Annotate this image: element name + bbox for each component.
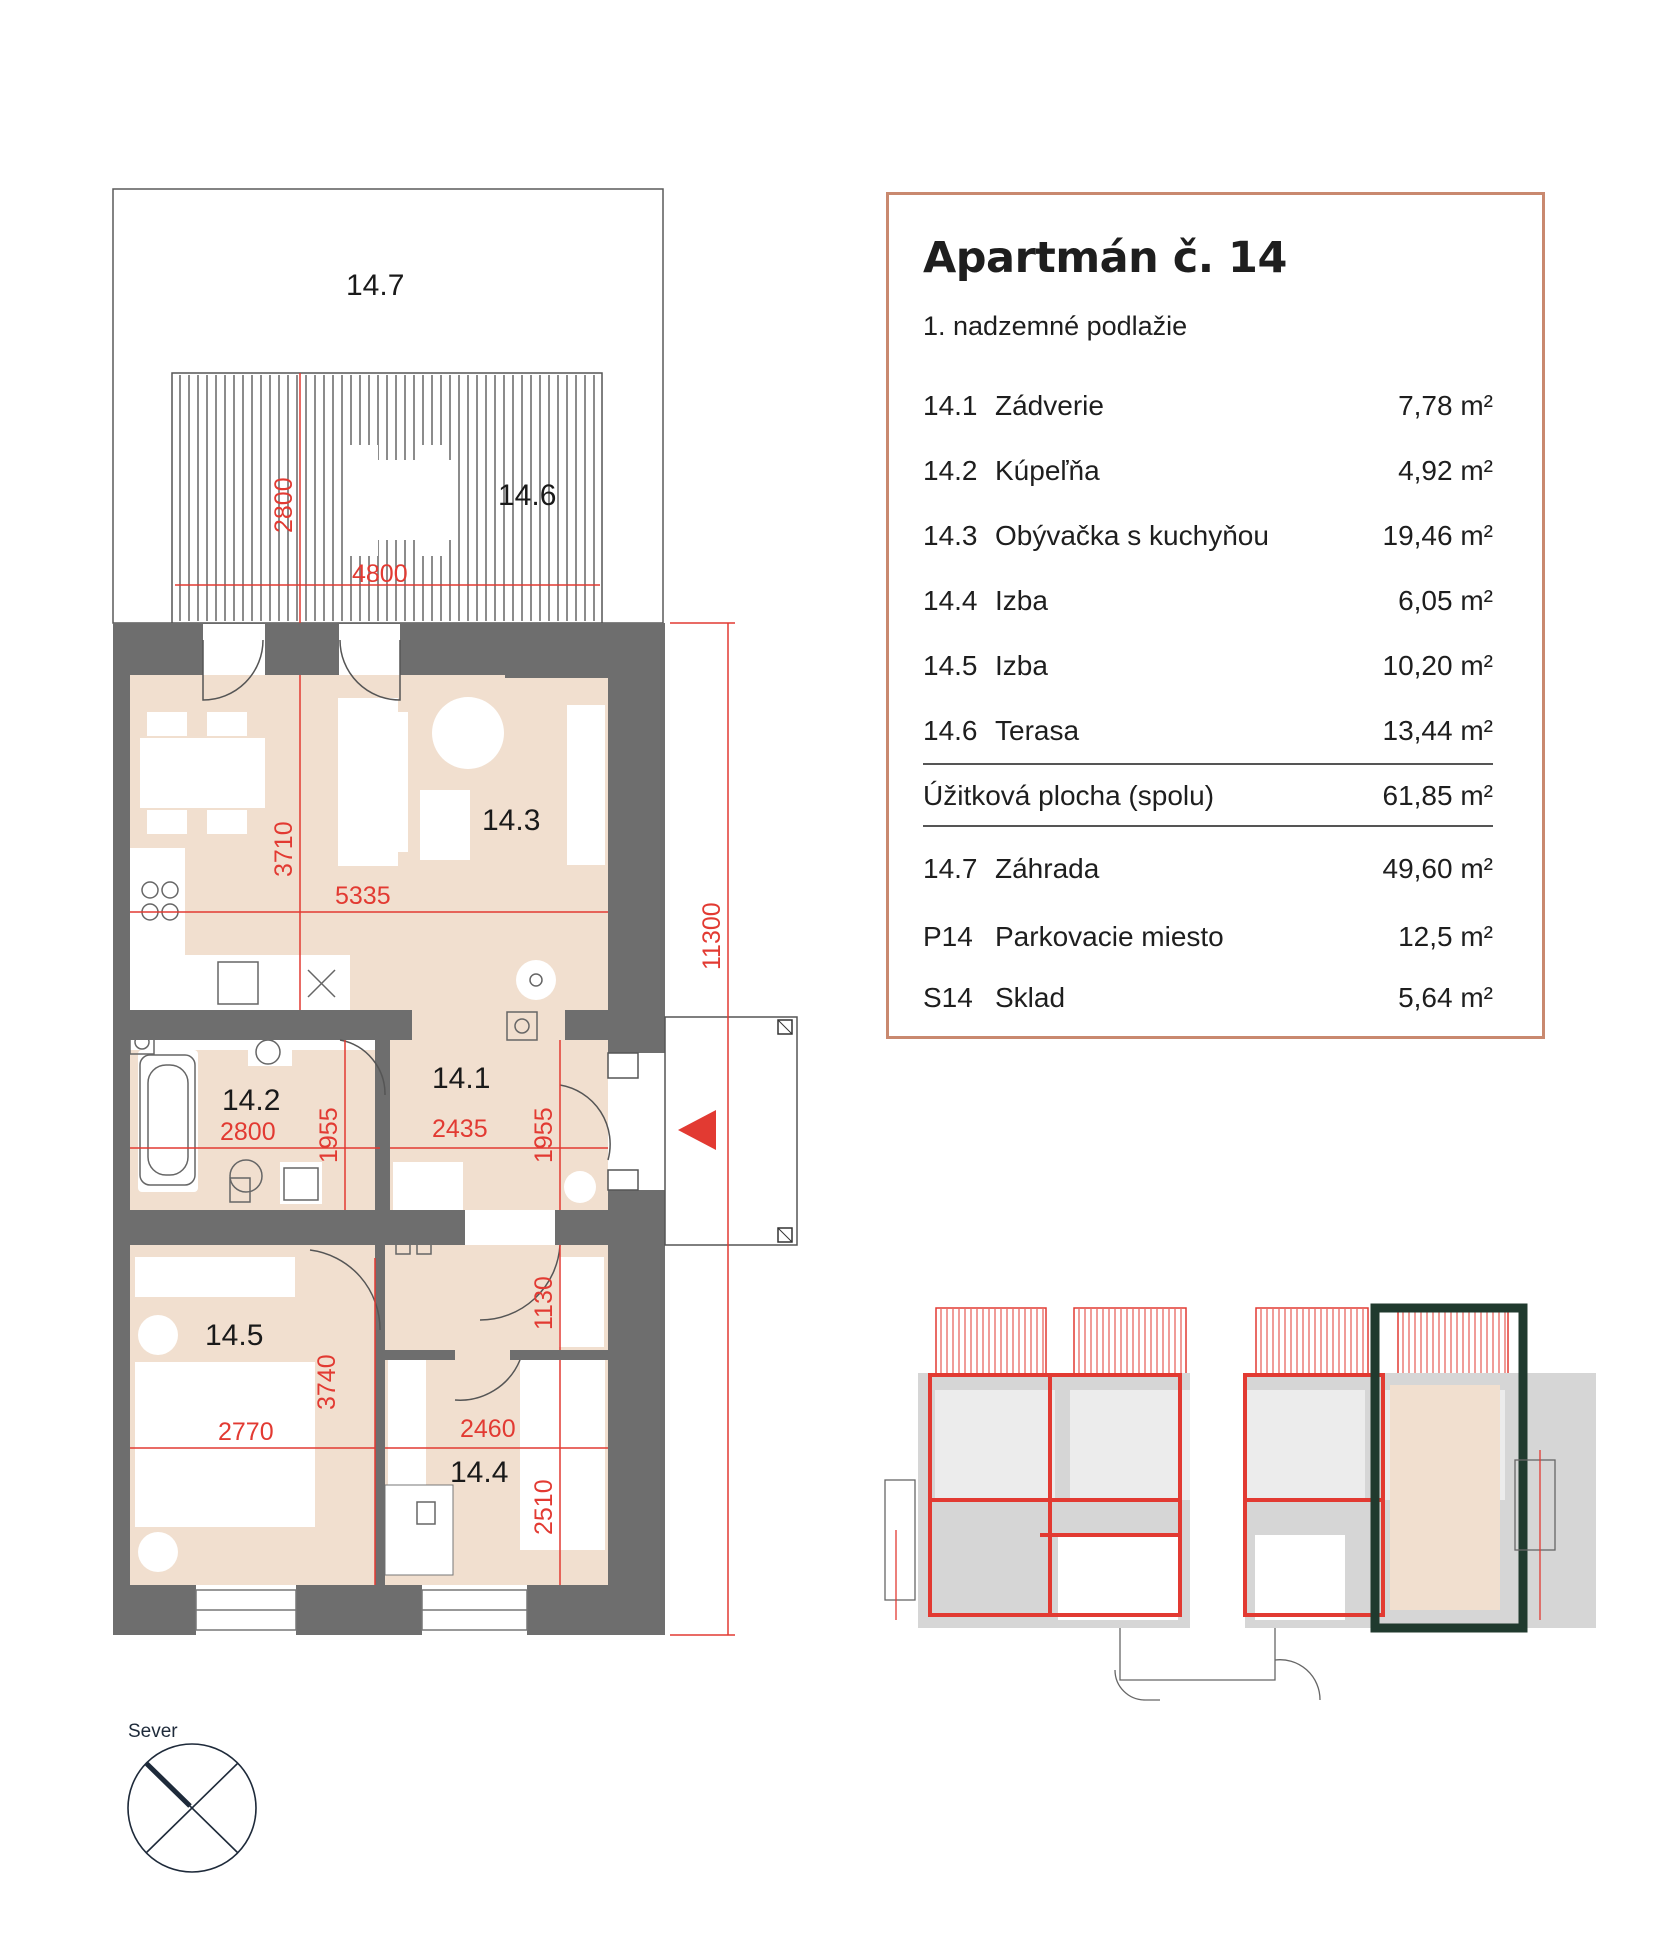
dim-room144-width: 2460 bbox=[460, 1415, 516, 1443]
room-label-14-1: 14.1 bbox=[432, 1062, 491, 1095]
room-code: 14.6 bbox=[923, 715, 978, 746]
dim-living-width: 5335 bbox=[335, 882, 391, 910]
total-area: 61,85 m² bbox=[1382, 780, 1493, 811]
room-row-14-5 bbox=[923, 650, 1493, 690]
room-name: Obývačka s kuchyňou bbox=[995, 520, 1269, 551]
extra-area: 49,60 m² bbox=[1382, 853, 1493, 884]
room-label-14-4: 14.4 bbox=[450, 1456, 509, 1489]
room-code: 14.1 bbox=[923, 390, 978, 421]
room-code: 14.3 bbox=[923, 520, 978, 551]
apartment-title: Apartmán č. 14 bbox=[923, 233, 1287, 283]
extra-name: Záhrada bbox=[995, 853, 1100, 884]
room-name: Izba bbox=[995, 585, 1048, 616]
room-row-14-6 bbox=[923, 715, 1493, 755]
room-code: 14.2 bbox=[923, 455, 978, 486]
dim-room145-depth: 3740 bbox=[313, 1354, 341, 1410]
room-area: 10,20 m² bbox=[1382, 650, 1493, 681]
room-name: Kúpeľňa bbox=[995, 455, 1100, 486]
extra-area: 5,64 m² bbox=[1398, 982, 1493, 1013]
total-row bbox=[923, 780, 1493, 820]
dim-room144-depth: 2510 bbox=[530, 1479, 558, 1535]
room-label-14-6: 14.6 bbox=[498, 479, 557, 512]
entrance-arrow-icon bbox=[678, 1110, 716, 1150]
dim-room145-width: 2770 bbox=[218, 1418, 274, 1446]
room-name: Terasa bbox=[995, 715, 1080, 746]
dim-total-depth: 11300 bbox=[698, 902, 726, 970]
floor-label: 1. nadzemné podlažie bbox=[923, 311, 1188, 341]
extra-name: Parkovacie miesto bbox=[995, 921, 1224, 952]
room-code: 14.4 bbox=[923, 585, 978, 616]
dim-hall-width: 2435 bbox=[432, 1115, 488, 1143]
dim-bath-depth: 1955 bbox=[315, 1107, 343, 1163]
room-label-14-3: 14.3 bbox=[482, 804, 541, 837]
room-area: 4,92 m² bbox=[1398, 455, 1493, 486]
divider bbox=[923, 763, 1493, 765]
dim-corridor-depth: 1130 bbox=[530, 1276, 558, 1330]
extra-name: Sklad bbox=[995, 982, 1066, 1013]
dim-living-depth: 3710 bbox=[270, 821, 298, 877]
extra-area: 12,5 m² bbox=[1398, 921, 1493, 952]
compass-label: Sever bbox=[128, 1721, 178, 1742]
dim-bath-width: 2800 bbox=[220, 1118, 276, 1146]
extra-code: 14.7 bbox=[923, 853, 978, 884]
room-row-14-4 bbox=[923, 585, 1493, 625]
room-row-14-3 bbox=[923, 520, 1493, 560]
room-code: 14.5 bbox=[923, 650, 978, 681]
dim-terrace-width: 4800 bbox=[352, 560, 408, 588]
divider bbox=[923, 825, 1493, 827]
apartment-info-box bbox=[886, 192, 1545, 1039]
extra-code: S14 bbox=[923, 982, 973, 1013]
room-area: 7,78 m² bbox=[1398, 390, 1493, 421]
room-row-14-1 bbox=[923, 390, 1493, 430]
room-area: 19,46 m² bbox=[1382, 520, 1493, 551]
extra-code: P14 bbox=[923, 921, 973, 952]
room-area: 6,05 m² bbox=[1398, 585, 1493, 616]
room-row-14-2 bbox=[923, 455, 1493, 495]
room-label-14-7: 14.7 bbox=[346, 269, 405, 302]
extra-row-s14 bbox=[923, 982, 1493, 1022]
key-plan bbox=[885, 1308, 1596, 1700]
extra-row-p14 bbox=[923, 921, 1493, 961]
room-label-14-5: 14.5 bbox=[205, 1319, 264, 1352]
north-compass-icon bbox=[128, 1721, 256, 1872]
room-label-14-2: 14.2 bbox=[222, 1084, 281, 1117]
dim-hall-depth: 1955 bbox=[530, 1107, 558, 1163]
room-name: Izba bbox=[995, 650, 1048, 681]
dim-terrace-depth: 2800 bbox=[270, 477, 298, 533]
total-name: Úžitková plocha (spolu) bbox=[923, 780, 1215, 811]
room-name: Zádverie bbox=[995, 390, 1104, 421]
extra-row-14-7 bbox=[923, 853, 1493, 893]
entrance-canopy bbox=[665, 1017, 797, 1245]
room-area: 13,44 m² bbox=[1382, 715, 1493, 746]
